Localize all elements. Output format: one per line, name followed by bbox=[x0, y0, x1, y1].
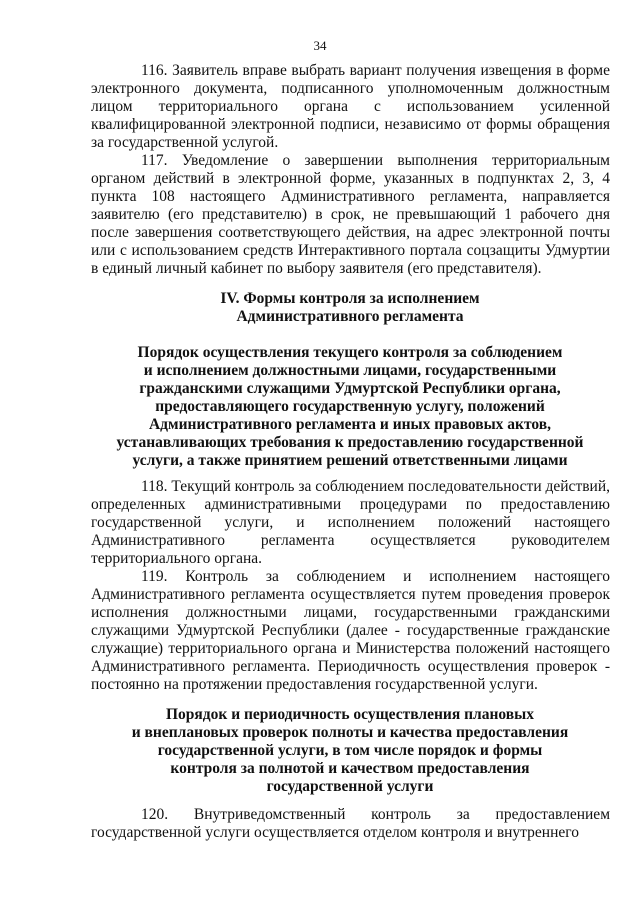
subheading-inspections bbox=[60, 706, 640, 796]
subheading-line: контроля за полнотой и качеством предоставления bbox=[170, 760, 530, 777]
subheading-line: государственной услуги bbox=[266, 778, 434, 795]
subheading-line: услуги, а также принятием решений ответственными лицами bbox=[132, 452, 568, 469]
subheading-line: и исполнением должностными лицами, государственными bbox=[143, 362, 557, 379]
subheading-line: государственной услуги, в том числе порядок и формы bbox=[157, 742, 543, 759]
paragraph-116: 116. Заявитель вправе выбрать вариант получения извещения в форме электронного документа, подписанного уполномоченным должностным лицом территориального органа с использованием усиленной квалифицированной электронной подписи, независимо от формы обращения за государственной услугой. bbox=[91, 62, 610, 151]
paragraph-120: 120. Внутриведомственный контроль за предоставлением государственной услуги осуществляется отделом контроля и внутреннего bbox=[91, 806, 610, 841]
subheading-line: Административного регламента и иных правовых актов, bbox=[148, 416, 552, 433]
subheading-line: устанавливающих требования к предоставлению государственной bbox=[116, 434, 584, 451]
paragraph-117: 117. Уведомление о завершении выполнения территориальным органом действий в электронной форме, указанных в подпунктах 2, 3, 4 пункта 108 настоящего Административного регламента, направляется заявителю (его представителю) в срок, не превышающий 1 рабочего дня после завершения соответствующего действия, на адрес электронной почты или с использованием средств Интерактивного портала соцзащиты Удмуртии в единый личный кабинет по выбору заявителя (его представителя). bbox=[91, 152, 610, 277]
subheading-line: предоставляющего государственную услугу, положений bbox=[155, 398, 545, 415]
subheading-line: Порядок и периодичность осуществления плановых bbox=[165, 706, 535, 723]
section-title-line: IV. Формы контроля за исполнением bbox=[220, 290, 480, 307]
paragraph-119: 119. Контроль за соблюдением и исполнением настоящего Административного регламента осуществляется путем проведения проверок исполнения должностными лицами, государственными гражданскими служащими Удмуртской Республики (далее - государственные гражданские служащие) территориального органа и Министерства положений настоящего Административного регламента. Периодичность осуществления проверок - постоянно на протяжении предоставления государственной услуги. bbox=[91, 568, 610, 693]
section-title-line: Административного регламента bbox=[236, 308, 464, 325]
section-title bbox=[60, 290, 640, 326]
subheading-line: и внеплановых проверок полноты и качества предоставления bbox=[131, 724, 569, 741]
subheading-line: гражданскими служащими Удмуртской Республики органа, bbox=[139, 380, 561, 397]
paragraph-118: 118. Текущий контроль за соблюдением последовательности действий, определенных административными процедурами по предоставлению государственной услуги, и исполнением положений настоящего Административного регламента осуществляется руководителем территориального органа. bbox=[91, 478, 610, 567]
subheading-current-control bbox=[60, 344, 640, 470]
page-number: 34 bbox=[313, 38, 327, 53]
subheading-line: Порядок осуществления текущего контроля за соблюдением bbox=[137, 344, 563, 361]
